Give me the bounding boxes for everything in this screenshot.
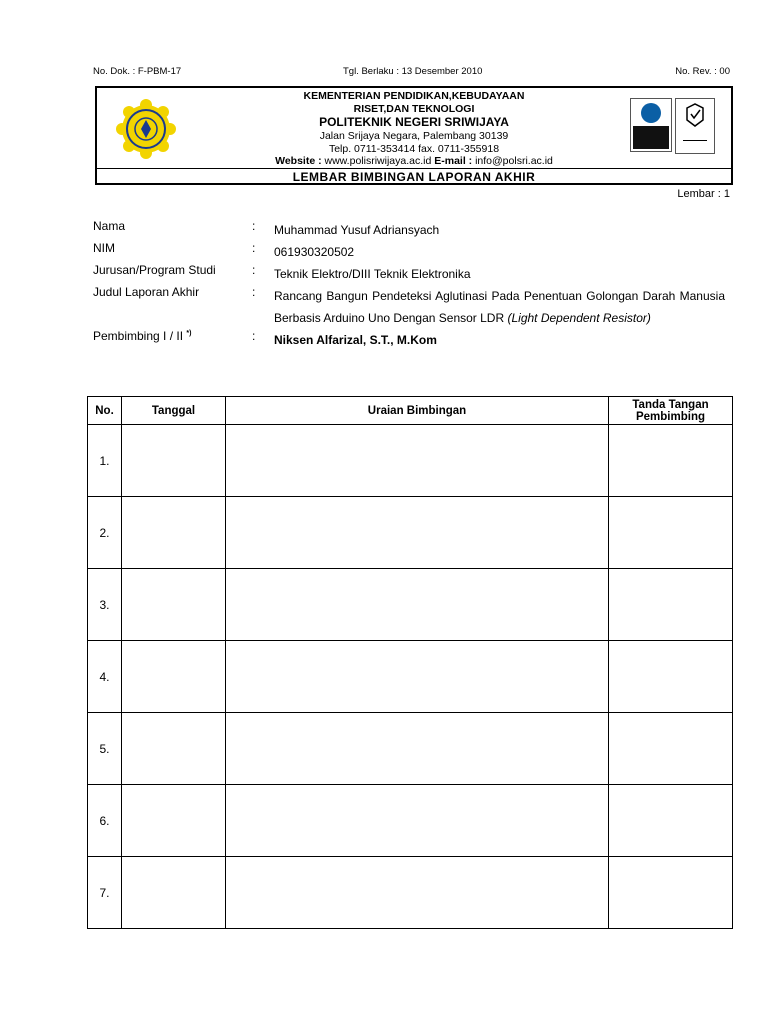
row-signature-cell[interactable] (609, 425, 733, 497)
name-label: Nama (93, 219, 126, 233)
table-row (88, 497, 733, 569)
row-number: 4. (88, 641, 122, 713)
separator: : (252, 329, 256, 343)
header-divider (97, 168, 731, 169)
row-signature-cell[interactable] (609, 569, 733, 641)
table-row (88, 425, 733, 497)
supervisor-label (93, 329, 191, 343)
ukas-badge-icon (675, 98, 715, 154)
row-date-cell[interactable] (122, 713, 226, 785)
report-title-value (274, 285, 725, 329)
institution-block (237, 90, 591, 168)
report-title-label: Judul Laporan Akhir (93, 285, 200, 299)
guidance-log-table (87, 396, 733, 929)
row-signature-cell[interactable] (609, 641, 733, 713)
row-description-cell[interactable] (226, 497, 609, 569)
sheet-number: Lembar : 1 (677, 188, 730, 200)
separator: : (252, 241, 256, 255)
row-description-cell[interactable] (226, 713, 609, 785)
row-description-cell[interactable] (226, 641, 609, 713)
row-date-cell[interactable] (122, 497, 226, 569)
supervisor-label-text: Pembimbing I / II (93, 329, 184, 343)
row-date-cell[interactable] (122, 857, 226, 929)
document-number: No. Dok. : F-PBM-17 (93, 66, 182, 77)
form-title: LEMBAR BIMBINGAN LAPORAN AKHIR (292, 170, 536, 184)
header-date: Tanggal (122, 397, 226, 425)
header-no: No. (88, 397, 122, 425)
row-description-cell[interactable] (226, 857, 609, 929)
info-row-program (93, 263, 725, 285)
info-row-nim (93, 241, 725, 263)
supervisor-footnote-mark: *) (186, 330, 192, 337)
row-description-cell[interactable] (226, 569, 609, 641)
email-label: E-mail : (434, 155, 473, 167)
table-row (88, 569, 733, 641)
row-description-cell[interactable] (226, 425, 609, 497)
header-description: Uraian Bimbingan (226, 397, 609, 425)
row-number: 3. (88, 569, 122, 641)
address: Jalan Srijaya Negara, Palembang 30139 (319, 130, 509, 142)
name-value: Muhammad Yusuf Adriansyach (274, 223, 440, 237)
info-row-name (93, 219, 725, 241)
supervisor-value: Niksen Alfarizal, S.T., M.Kom (274, 333, 437, 347)
row-date-cell[interactable] (122, 785, 226, 857)
row-date-cell[interactable] (122, 425, 226, 497)
row-date-cell[interactable] (122, 641, 226, 713)
row-number: 7. (88, 857, 122, 929)
email-link[interactable]: info@polsri.ac.id (475, 155, 553, 167)
nim-label: NIM (93, 241, 115, 255)
table-header-row (88, 397, 733, 425)
revision-number: No. Rev. : 00 (675, 66, 730, 77)
report-title-text: Rancang Bangun Pendeteksi Aglutinasi Pada Penentuan Golongan Darah Manusia Berbasis Arduino Uno Dengan Sensor LDR (274, 289, 725, 325)
ministry-line-1: KEMENTERIAN PENDIDIKAN,KEBUDAYAAN (303, 90, 525, 102)
table-row (88, 785, 733, 857)
polsri-logo-icon (115, 98, 177, 160)
student-info (93, 219, 725, 351)
table-row (88, 641, 733, 713)
separator: : (252, 263, 256, 277)
institution-name: POLITEKNIK NEGERI SRIWIJAYA (319, 115, 509, 129)
letterhead (95, 86, 733, 185)
valid-date: Tgl. Berlaku : 13 Desember 2010 (343, 66, 483, 77)
row-signature-cell[interactable] (609, 713, 733, 785)
header-signature: Tanda Tangan Pembimbing (609, 397, 733, 425)
table-row (88, 713, 733, 785)
row-number: 2. (88, 497, 122, 569)
program-label: Jurusan/Program Studi (93, 263, 216, 277)
document-meta-line (93, 66, 730, 80)
separator: : (252, 285, 256, 299)
row-signature-cell[interactable] (609, 857, 733, 929)
contact-line (237, 155, 591, 168)
nim-value: 061930320502 (274, 245, 355, 259)
info-row-title (93, 285, 725, 329)
phone-fax: Telp. 0711-353414 fax. 0711-355918 (328, 142, 500, 155)
info-row-supervisor (93, 329, 725, 351)
row-date-cell[interactable] (122, 569, 226, 641)
row-description-cell[interactable] (226, 785, 609, 857)
row-signature-cell[interactable] (609, 497, 733, 569)
separator: : (252, 219, 256, 233)
row-number: 5. (88, 713, 122, 785)
program-value: Teknik Elektro/DIII Teknik Elektronika (274, 267, 471, 281)
report-title-italic: (Light Dependent Resistor) (507, 311, 651, 325)
row-number: 6. (88, 785, 122, 857)
row-number: 1. (88, 425, 122, 497)
table-row (88, 857, 733, 929)
website-label: Website : (275, 155, 322, 167)
ministry-line-2: RISET,DAN TEKNOLOGI (353, 102, 475, 115)
row-signature-cell[interactable] (609, 785, 733, 857)
website-link[interactable]: www.polisriwijaya.ac.id (324, 155, 432, 167)
iso-9001-badge-icon (630, 98, 672, 152)
